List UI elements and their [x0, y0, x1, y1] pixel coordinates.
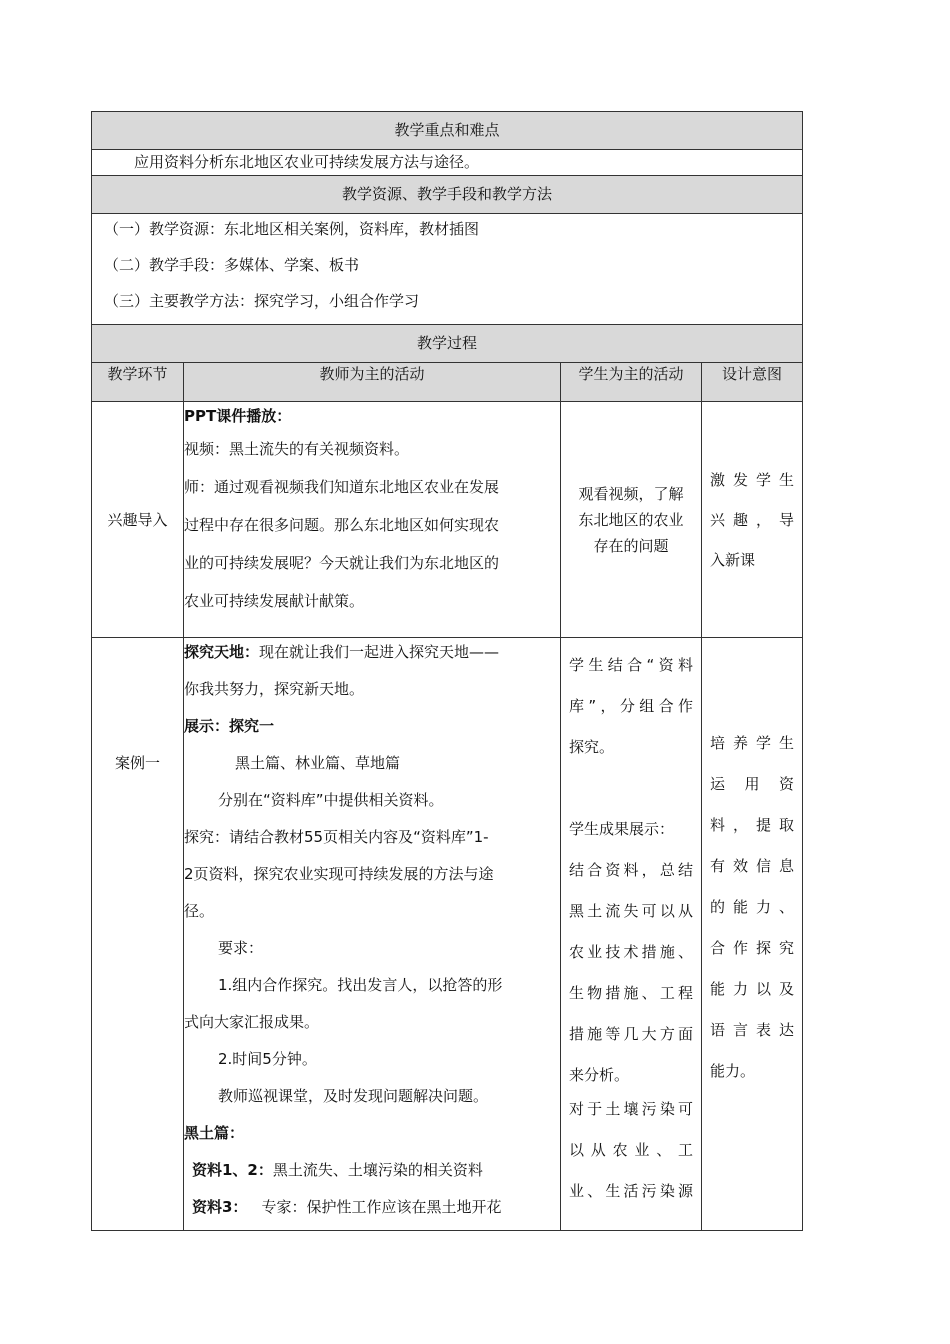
intro-teacher-line: 师：通过观看视频我们知道东北地区农业在发展	[184, 478, 500, 496]
column-header-stage: 教学环节	[92, 363, 184, 402]
column-header-teacher: 教师为主的活动	[184, 363, 561, 402]
case-student-line: 以从农业、工	[569, 1141, 693, 1159]
case-teacher-line	[184, 1156, 560, 1193]
case-teacher-text: 黑土流失、土壤污染的相关资料	[272, 1161, 483, 1179]
case-teacher-line: 教师巡视课堂，及时发现问题解决问题。	[218, 1087, 489, 1105]
case-intent-line: 能力。	[710, 1062, 756, 1080]
intro-teacher-line: PPT课件播放：	[184, 407, 292, 425]
intro-intent	[702, 402, 803, 638]
case-student-line: 生物措施、工程	[569, 984, 693, 1002]
intro-student-line: 东北地区的农业	[578, 510, 684, 529]
focus-content-row	[92, 150, 803, 176]
case-intent-line: 培养学生	[710, 734, 795, 752]
column-header-student: 学生为主的活动	[561, 363, 702, 402]
case-teacher-line: 你我共努力，探究新天地。	[184, 680, 365, 698]
case-teacher	[184, 638, 561, 1231]
intro-teacher-line: 业的可持续发展呢？今天就让我们为东北地区的	[184, 554, 500, 572]
case-teacher-line: 要求：	[218, 939, 264, 957]
case-intent-line: 能力以及	[710, 980, 795, 998]
case-teacher-line: 式向大家汇报成果。	[184, 1013, 320, 1031]
case-teacher-line	[184, 638, 560, 675]
case-student-line: 黑土流失可以从	[569, 902, 693, 920]
intro-intent-line: 入新课	[710, 550, 756, 569]
focus-content: 应用资料分析东北地区农业可持续发展方法与途径。	[92, 150, 803, 176]
case-teacher-line	[184, 1193, 560, 1230]
resource-item: （三）主要教学方法：探究学习，小组合作学习	[104, 292, 420, 310]
resource-item: （一）教学资源：东北地区相关案例，资料库，教材插图	[104, 220, 480, 238]
case-teacher-emphasis: 探究天地：	[184, 643, 260, 661]
case-intent	[702, 638, 803, 1231]
table-row-intro	[92, 402, 803, 638]
case-intent-line: 运用资	[710, 775, 795, 793]
case-student-line: 对于土壤污染可	[569, 1100, 693, 1118]
intro-teacher	[184, 402, 561, 638]
column-header-intent: 设计意图	[702, 363, 803, 402]
case-teacher-line: 黑土篇、林业篇、草地篇	[235, 754, 401, 772]
case-student-line: 探究。	[569, 738, 615, 756]
focus-heading: 教学重点和难点	[92, 112, 803, 150]
resources-heading: 教学资源、教学手段和教学方法	[92, 176, 803, 214]
case-teacher-line: 1.组内合作探究。找出发言人，以抢答的形	[218, 976, 503, 994]
intro-teacher-line: 视频：黑土流失的有关视频资料。	[184, 440, 410, 458]
case-intent-line: 语言表达	[710, 1021, 795, 1039]
case-teacher-line: 2页资料，探究农业实现可持续发展的方法与途	[184, 865, 494, 883]
case-student-line: 来分析。	[569, 1066, 630, 1084]
lesson-plan-table	[91, 111, 803, 1231]
intro-intent-line: 兴趣，导	[710, 510, 795, 529]
case-teacher-line: 探究：请结合教材55页相关内容及“资料库”1-	[184, 828, 489, 846]
case-teacher-line: 分别在“资料库”中提供相关资料。	[218, 791, 444, 809]
intro-student	[561, 402, 702, 638]
case-teacher-emphasis: 资料1、2：	[192, 1161, 273, 1179]
case-student-line: 库”，分组合作	[569, 697, 693, 715]
intro-stage: 兴趣导入	[92, 402, 184, 638]
case-intent-line: 的能力、	[710, 898, 795, 916]
case-teacher-line: 展示：探究一	[184, 717, 275, 735]
resources-heading-row	[92, 176, 803, 214]
resources-content	[92, 214, 803, 325]
case-teacher-line: 径。	[184, 902, 215, 920]
resource-item: （二）教学手段：多媒体、学案、板书	[104, 256, 360, 274]
case-intent-line: 合作探究	[710, 939, 795, 957]
case-student-line: 学生成果展示：	[569, 820, 675, 838]
case-student-line: 农业技术措施、	[569, 943, 693, 961]
intro-teacher-line: 农业可持续发展献计献策。	[184, 592, 365, 610]
intro-intent-line: 激发学生	[710, 470, 795, 489]
intro-teacher-line: 过程中存在很多问题。那么东北地区如何实现农	[184, 516, 500, 534]
intro-student-line: 观看视频，了解	[578, 484, 684, 503]
case-student-line: 学生结合“资料	[569, 656, 693, 674]
case-stage: 案例一	[92, 638, 184, 1231]
case-student	[561, 638, 702, 1231]
case-student-line: 结合资料，总结	[569, 861, 693, 879]
intro-student-line: 存在的问题	[593, 536, 669, 555]
case-teacher-emphasis: 资料3：	[192, 1198, 248, 1216]
table-row-case	[92, 638, 803, 1231]
case-teacher-line: 黑土篇：	[184, 1124, 245, 1142]
case-intent-line: 料，提取	[710, 816, 795, 834]
case-intent-line: 有效信息	[710, 857, 795, 875]
column-header-row	[92, 363, 803, 402]
case-teacher-text: 专家：保护性工作应该在黑土地开花	[261, 1198, 502, 1216]
case-teacher-line: 2.时间5分钟。	[218, 1050, 317, 1068]
process-heading-row	[92, 325, 803, 363]
focus-heading-row	[92, 112, 803, 150]
resources-content-row	[92, 214, 803, 325]
case-student-line: 措施等几大方面	[569, 1025, 693, 1043]
case-student-line: 业、生活污染源	[569, 1182, 693, 1200]
case-student-spacer	[569, 775, 693, 816]
case-teacher-text: 现在就让我们一起进入探究天地——	[259, 643, 500, 661]
process-heading: 教学过程	[92, 325, 803, 363]
